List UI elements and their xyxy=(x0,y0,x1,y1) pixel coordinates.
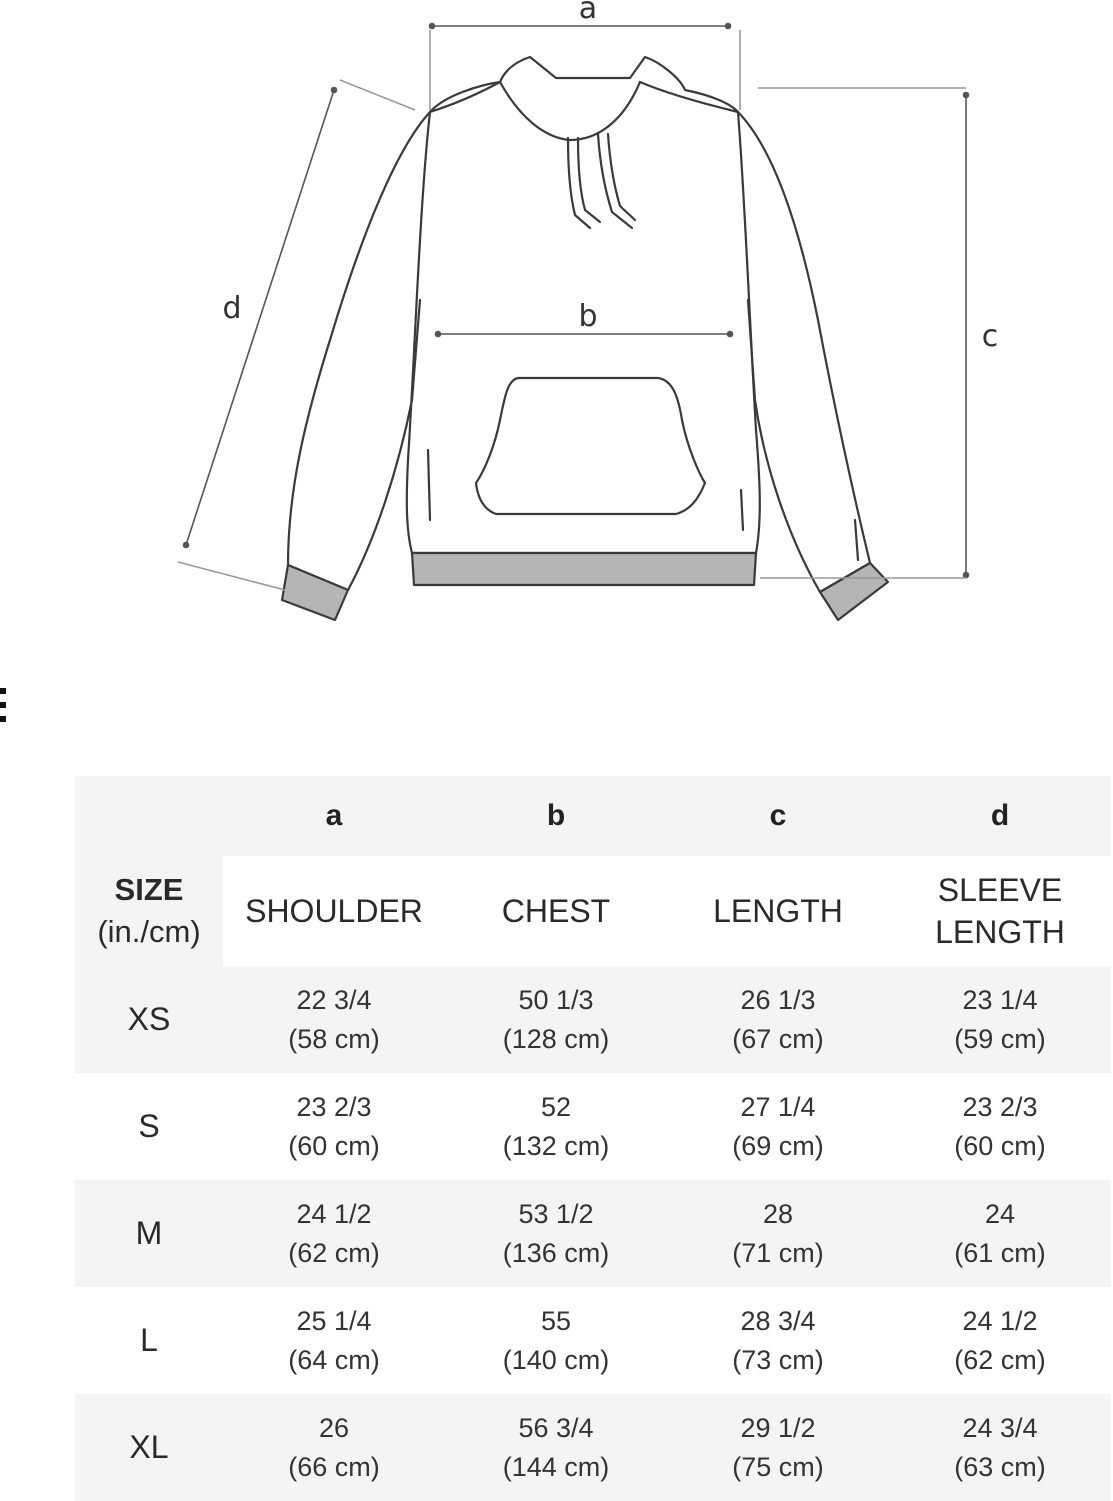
hem-band xyxy=(412,553,756,585)
dimension-label-c: c xyxy=(981,319,999,354)
chest-cell xyxy=(445,1287,667,1394)
dimension-letter-row xyxy=(75,776,1111,856)
length-cell xyxy=(667,966,889,1073)
value-cm: (73 cm) xyxy=(732,1344,824,1375)
value-cm: (67 cm) xyxy=(732,1023,824,1054)
value-inches: 26 xyxy=(318,1412,350,1443)
length-cell xyxy=(667,1180,889,1287)
sleeve-length-cell xyxy=(889,1073,1111,1180)
letter-header-a: a xyxy=(223,776,445,856)
shoulder-cell xyxy=(223,1394,445,1501)
value-inches: 28 3/4 xyxy=(740,1305,816,1336)
value-inches: 24 xyxy=(984,1198,1016,1229)
value-cm: (66 cm) xyxy=(288,1451,380,1482)
length-cell xyxy=(667,1073,889,1180)
value-inches: 56 3/4 xyxy=(518,1412,594,1443)
value-inches: 29 1/2 xyxy=(740,1412,816,1443)
chest-cell xyxy=(445,966,667,1073)
value-cm: (64 cm) xyxy=(288,1344,380,1375)
right-sleeve-outline xyxy=(738,112,870,592)
left-cuff xyxy=(282,565,348,620)
size-label: L xyxy=(75,1287,223,1394)
size-label: S xyxy=(75,1073,223,1180)
value-inches: 22 3/4 xyxy=(296,984,372,1015)
dimension-label-a: a xyxy=(578,0,598,26)
value-cm: (75 cm) xyxy=(732,1451,824,1482)
sleeve-length-cell xyxy=(889,1287,1111,1394)
value-inches: 23 2/3 xyxy=(962,1091,1038,1122)
value-cm: (136 cm) xyxy=(502,1237,610,1268)
shoulder-cell xyxy=(223,1287,445,1394)
value-cm: (62 cm) xyxy=(288,1237,380,1268)
value-cm: (132 cm) xyxy=(502,1130,610,1161)
sleeve-length-label: SLEEVE LENGTH xyxy=(935,872,1065,950)
letter-header-d: d xyxy=(889,776,1111,856)
letter-header-b: b xyxy=(445,776,667,856)
table-row xyxy=(75,1287,1111,1394)
size-header-unit: (in./cm) xyxy=(97,914,201,949)
letter-header-c: c xyxy=(667,776,889,856)
shoulder-cell xyxy=(223,1073,445,1180)
column-header-length: LENGTH xyxy=(667,856,889,966)
value-inches: 26 1/3 xyxy=(740,984,816,1015)
value-cm: (61 cm) xyxy=(954,1237,1046,1268)
shoulder-cell xyxy=(223,966,445,1073)
value-cm: (128 cm) xyxy=(502,1023,610,1054)
value-inches: 23 1/4 xyxy=(962,984,1038,1015)
table-row xyxy=(75,1394,1111,1501)
size-header-cell xyxy=(75,856,223,966)
right-cuff xyxy=(820,563,888,620)
value-inches: 25 1/4 xyxy=(296,1305,372,1336)
value-inches: 50 1/3 xyxy=(518,984,594,1015)
column-header-chest: CHEST xyxy=(445,856,667,966)
value-cm: (58 cm) xyxy=(288,1023,380,1054)
hood-outline xyxy=(430,57,738,112)
table-row xyxy=(75,1073,1111,1180)
value-inches: 53 1/2 xyxy=(518,1198,594,1229)
shoulder-cell xyxy=(223,1180,445,1287)
table-row xyxy=(75,1180,1111,1287)
value-inches: 24 1/2 xyxy=(296,1198,372,1229)
chest-cell xyxy=(445,1073,667,1180)
sleeve-length-cell xyxy=(889,1180,1111,1287)
length-cell xyxy=(667,1287,889,1394)
dimension-label-b: b xyxy=(578,299,598,334)
value-inches: 52 xyxy=(540,1091,572,1122)
kangaroo-pocket xyxy=(476,378,705,514)
size-label: XL xyxy=(75,1394,223,1501)
value-cm: (59 cm) xyxy=(954,1023,1046,1054)
value-cm: (69 cm) xyxy=(732,1130,824,1161)
chest-cell xyxy=(445,1180,667,1287)
value-cm: (71 cm) xyxy=(732,1237,824,1268)
value-inches: 23 2/3 xyxy=(296,1091,372,1122)
value-cm: (60 cm) xyxy=(288,1130,380,1161)
value-inches: 28 xyxy=(762,1198,794,1229)
value-inches: 27 1/4 xyxy=(740,1091,816,1122)
value-cm: (60 cm) xyxy=(954,1130,1046,1161)
size-chart-table xyxy=(75,776,1111,1501)
size-label: M xyxy=(75,1180,223,1287)
value-inches: 24 1/2 xyxy=(962,1305,1038,1336)
size-label: XS xyxy=(75,966,223,1073)
chest-cell xyxy=(445,1394,667,1501)
value-cm: (63 cm) xyxy=(954,1451,1046,1482)
left-sleeve-outline xyxy=(288,112,430,590)
value-cm: (140 cm) xyxy=(502,1344,610,1375)
length-cell xyxy=(667,1394,889,1501)
dimension-label-d: d xyxy=(222,291,242,326)
size-header-title: SIZE xyxy=(114,872,184,907)
measurement-name-row xyxy=(75,856,1111,966)
value-cm: (62 cm) xyxy=(954,1344,1046,1375)
table-row xyxy=(75,966,1111,1073)
value-inches: 24 3/4 xyxy=(962,1412,1038,1443)
column-header-sleeve-length xyxy=(889,856,1111,966)
value-inches: 55 xyxy=(540,1305,572,1336)
more-options-icon[interactable] xyxy=(0,688,6,722)
sleeve-length-cell xyxy=(889,966,1111,1073)
sleeve-length-cell xyxy=(889,1394,1111,1501)
value-cm: (144 cm) xyxy=(502,1451,610,1482)
blank-corner-cell xyxy=(75,776,223,856)
column-header-shoulder: SHOULDER xyxy=(223,856,445,966)
